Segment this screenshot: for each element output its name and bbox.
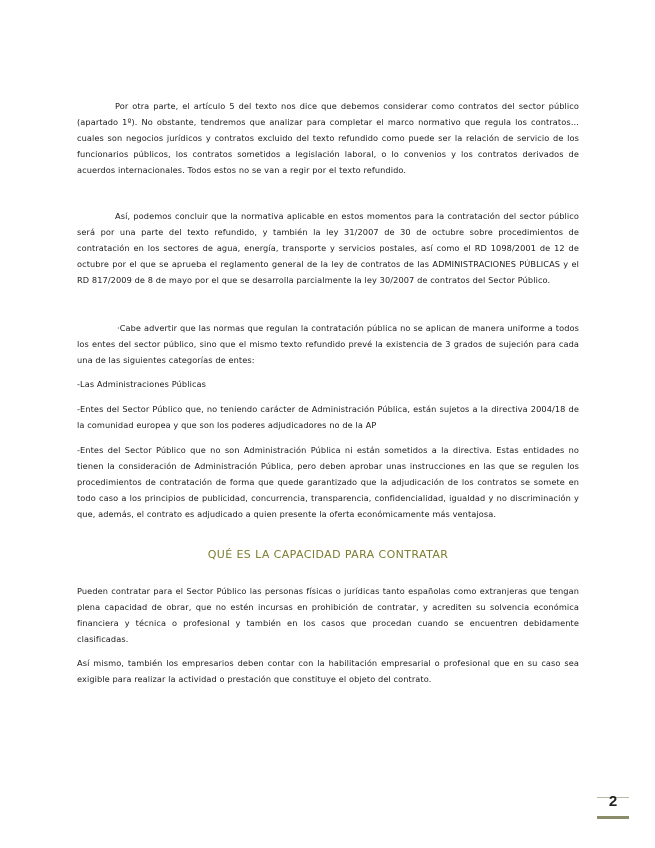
list-item-entes-no-ap: -Entes del Sector Público que no son Administración Pública ni están sometidos a la directiva. Estas entidades no tienen la consideración de Administración Pública, pero deben aprobar unas instrucciones en las que se regulen los procedimientos de contratación de forma que quede garantizado que la adjudicación de los contratos se somete en todo caso a los principios de publicidad, concurrencia, transparencia, confidencialidad, igualdad y no discriminación y que, además, el contrato es adjudicado a quien presente la oferta económicamente más ventajosa. bbox=[77, 445, 579, 519]
page-number-rule bbox=[597, 816, 629, 819]
section-heading: QUÉ ES LA CAPACIDAD PARA CONTRATAR bbox=[207, 548, 449, 561]
page-number: 2 bbox=[608, 793, 618, 810]
list-item-poderes-adjudicadores: -Entes del Sector Público que, no teniendo carácter de Administración Pública, están sujetos a la directiva 2004/18 de la comunidad europea y que son los poderes adjudicadores no de la AP bbox=[77, 404, 579, 430]
document-body bbox=[77, 98, 579, 687]
paragraph-normativa-aplicable: Así, podemos concluir que la normativa aplicable en estos momentos para la contratación del sector público será por una parte del texto refundido, y también la ley 31/2007 de 30 de octubre sobre procedimientos de contratación en los sectores de agua, energía, transporte y servicios postales, así como el RD 1098/2001 de 12 de octubre por el que se aprueba el reglamento general de la ley de contratos de las ADMINISTRACIONES PÚBLICAS y el RD 817/2009 de 8 de mayo por el que se desarrolla parcialmente la ley 30/2007 de contratos del Sector Público. bbox=[77, 211, 579, 285]
paragraph-habilitacion: Así mismo, también los empresarios deben contar con la habilitación empresarial o profesional que en su caso sea exigible para realizar la actividad o prestación que constituye el objeto del contrato. bbox=[77, 658, 579, 684]
paragraph-capacidad: Pueden contratar para el Sector Público las personas físicas o jurídicas tanto españolas como extranjeras que tengan plena capacidad de obrar, que no estén incursas en prohibición de contratar, y acrediten su solvencia económica financiera y técnica o profesional y también en los casos que procedan cuando se encuentren debidamente clasificadas. bbox=[77, 586, 579, 644]
list-item-administraciones: -Las Administraciones Públicas bbox=[77, 379, 207, 389]
paragraph-articulo-5: Por otra parte, el artículo 5 del texto nos dice que debemos considerar como contratos del sector público (apartado 1º). No obstante, tendremos que analizar para completar el marco normativo que regula los contratos… cuales son negocios jurídicos y contratos excluido del texto refundido como puede ser la relación de servicio de los funcionarios públicos, los contratos sometidos a legislación laboral, o lo convenios y los contratos derivados de acuerdos internacionales. Todos estos no se van a regir por el texto refundido. bbox=[77, 101, 579, 175]
paragraph-grados-sujecion: ·Cabe advertir que las normas que regulan la contratación pública no se aplican de manera uniforme a todos los entes del sector público, sino que el mismo texto refundido prevé la existencia de 3 grados de sujeción para cada una de las siguientes categorías de entes: bbox=[77, 323, 579, 365]
